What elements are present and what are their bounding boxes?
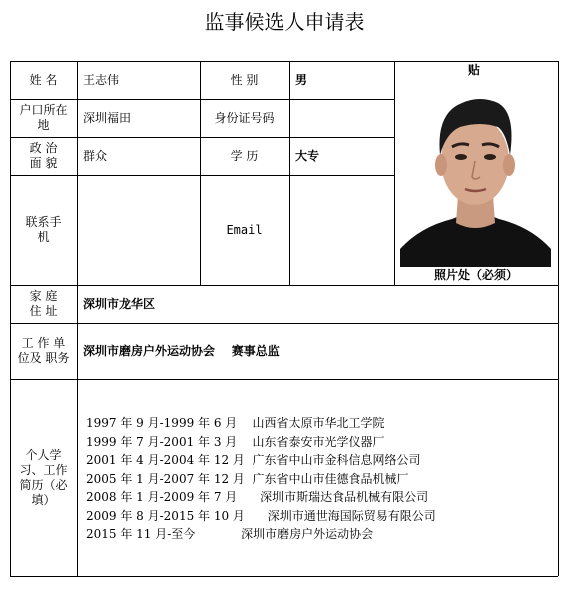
- resume-entry: 2001 年 4 月-2004 年 12 月 广东省中山市金科信息网络公司: [86, 453, 421, 467]
- political-label: 政 治 面 貌: [29, 141, 58, 170]
- resume-entry: 2009 年 8 月-2015 年 10 月 深圳市通世海国际贸易有限公司: [86, 508, 436, 523]
- name-field[interactable]: 王志伟: [83, 72, 120, 87]
- email-label: Email: [226, 222, 263, 237]
- contact-label: 联系手机: [25, 215, 62, 244]
- hukou-field[interactable]: 深圳福田: [83, 110, 132, 125]
- photo-caption: 照片处（必须）: [433, 268, 518, 282]
- political-field[interactable]: 群众: [83, 148, 108, 163]
- contact-field[interactable]: [77, 175, 200, 285]
- form-title: 监事候选人申请表: [204, 10, 365, 34]
- email-field[interactable]: [289, 175, 394, 285]
- gender-label: 性 别: [230, 72, 259, 87]
- resume-entry: 1999 年 7 月-2001 年 3 月 山东省泰安市光学仪器厂: [86, 434, 385, 449]
- application-form: [10, 61, 558, 576]
- photo-paste-label: 贴: [467, 63, 480, 77]
- resume-list: [86, 414, 546, 544]
- resume-entry: 2008 年 1 月-2009 年 7 月 深圳市斯瑞达食品机械有限公司: [86, 490, 429, 504]
- id-number-field[interactable]: [289, 99, 394, 137]
- gender-field[interactable]: 男: [295, 72, 308, 87]
- address-field[interactable]: 深圳市龙华区: [83, 296, 156, 311]
- address-label: 家 庭 住 址: [29, 289, 58, 318]
- work-label: 工 作 单 位及 职务: [17, 336, 70, 365]
- work-field[interactable]: 深圳市磨房户外运动协会 赛事总监: [83, 343, 280, 358]
- hukou-label: 户口所在地: [19, 103, 68, 132]
- education-label: 学 历: [230, 148, 259, 163]
- resume-entry: 2015 年 11 月-至今 深圳市磨房户外运动协会: [86, 527, 374, 541]
- id-number-label: 身份证号码: [214, 110, 275, 125]
- applicant-photo: [400, 77, 551, 267]
- name-label: 姓 名: [29, 72, 58, 87]
- resume-entry: 1997 年 9 月-1999 年 6 月 山西省太原市华北工学院: [86, 416, 385, 430]
- portrait-image: [400, 77, 551, 267]
- education-field[interactable]: 大专: [295, 148, 320, 163]
- resume-label: 个人学习、工作简历（必填）: [19, 447, 68, 507]
- resume-entry: 2005 年 1 月-2007 年 12 月 广东省中山市佳德食品机械厂: [86, 471, 409, 486]
